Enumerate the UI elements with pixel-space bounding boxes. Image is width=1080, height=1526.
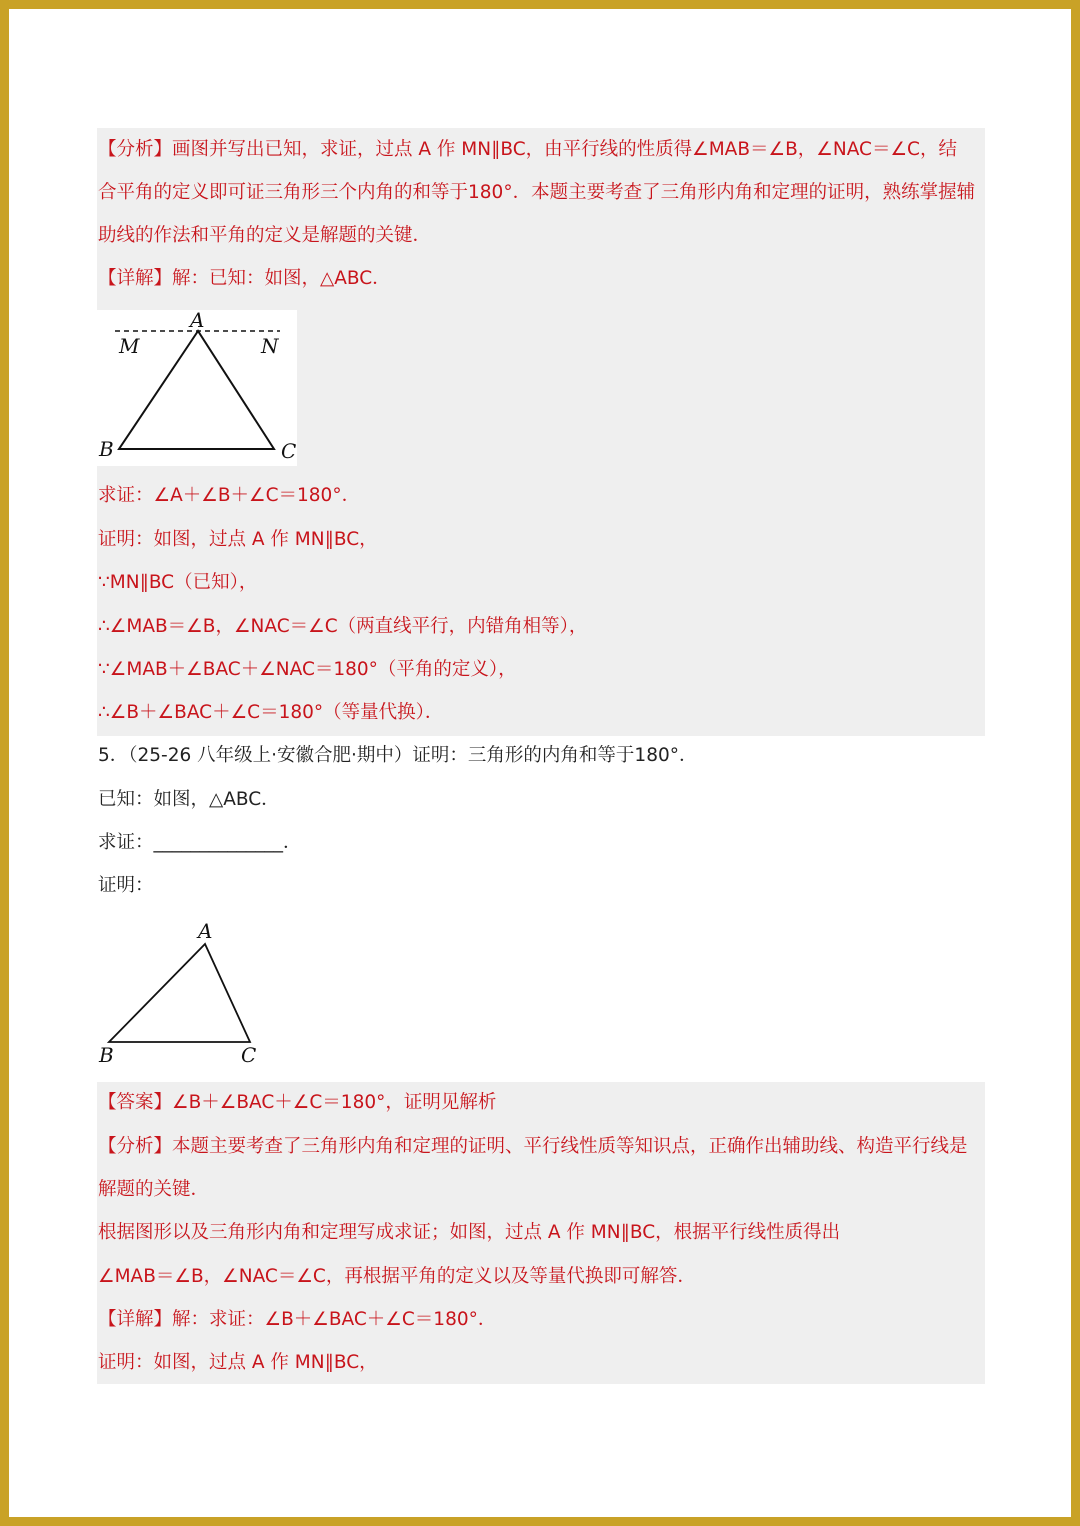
figure-triangle-abc: [97, 918, 277, 1068]
triangle-abc: [119, 331, 274, 449]
proof-line-4: ∵∠MAB＋∠BAC＋∠NAC＝180°（平角的定义），: [98, 659, 517, 680]
triangle-abc-2: [109, 944, 250, 1042]
proof-line-3: ∴∠MAB＝∠B，∠NAC＝∠C（两直线平行，内错角相等），: [98, 616, 588, 637]
figure-triangle-mn: [97, 310, 297, 466]
question-5-proof-label: 证明：: [98, 875, 154, 896]
question-5-stem: 5．（25-26 八年级上·安徽合肥·期中）证明：三角形的内角和等于180°．: [98, 745, 698, 766]
label-c-2: C: [241, 1043, 257, 1067]
prove-line: 求证：∠A＋∠B＋∠C＝180°．: [98, 485, 361, 506]
label-n: N: [261, 334, 279, 358]
prove-blank: ______________．: [153, 832, 302, 853]
label-b: B: [99, 437, 114, 461]
proof2-line: 证明：如图，过点 A 作 MN∥BC，: [98, 1352, 378, 1373]
analysis2-line-4: ∠MAB＝∠B，∠NAC＝∠C，再根据平角的定义以及等量代换即可解答．: [98, 1266, 696, 1287]
analysis2-line-2: 解题的关键．: [98, 1179, 210, 1200]
analysis2-line-1: 【分析】本题主要考查了三角形内角和定理的证明、平行线性质等知识点，正确作出辅助线、构造平行线是: [98, 1136, 968, 1157]
answer-line: 【答案】∠B＋∠BAC＋∠C＝180°，证明见解析: [98, 1092, 497, 1113]
label-a-2: A: [198, 919, 213, 943]
label-c: C: [281, 439, 297, 463]
label-a: A: [190, 310, 205, 332]
proof-line-1: 证明：如图，过点 A 作 MN∥BC，: [98, 529, 378, 550]
label-m: M: [119, 334, 140, 358]
analysis-line-1: 【分析】画图并写出已知，求证，过点 A 作 MN∥BC，由平行线的性质得∠MAB＝∠B，∠NAC＝∠C，结: [98, 139, 957, 160]
detail-line: 【详解】解：已知：如图，△ABC．: [98, 268, 391, 289]
detail2-line: 【详解】解：求证：∠B＋∠BAC＋∠C＝180°．: [98, 1309, 497, 1330]
label-b-2: B: [99, 1043, 114, 1067]
proof-line-5: ∴∠B＋∠BAC＋∠C＝180°（等量代换）．: [98, 702, 444, 723]
analysis2-line-3: 根据图形以及三角形内角和定理写成求证；如图，过点 A 作 MN∥BC，根据平行线性质得出: [98, 1222, 841, 1243]
analysis-line-2: 合平角的定义即可证三角形三个内角的和等于180°．本题主要考查了三角形内角和定理的证明，熟练掌握辅: [98, 182, 976, 203]
proof-line-2: ∵MN∥BC（已知），: [98, 572, 258, 593]
question-5-given: 已知：如图，△ABC．: [98, 789, 280, 810]
analysis-line-3: 助线的作法和平角的定义是解题的关键．: [98, 225, 432, 246]
prove-label: 求证：: [98, 832, 154, 853]
question-5-prove: [98, 828, 302, 858]
